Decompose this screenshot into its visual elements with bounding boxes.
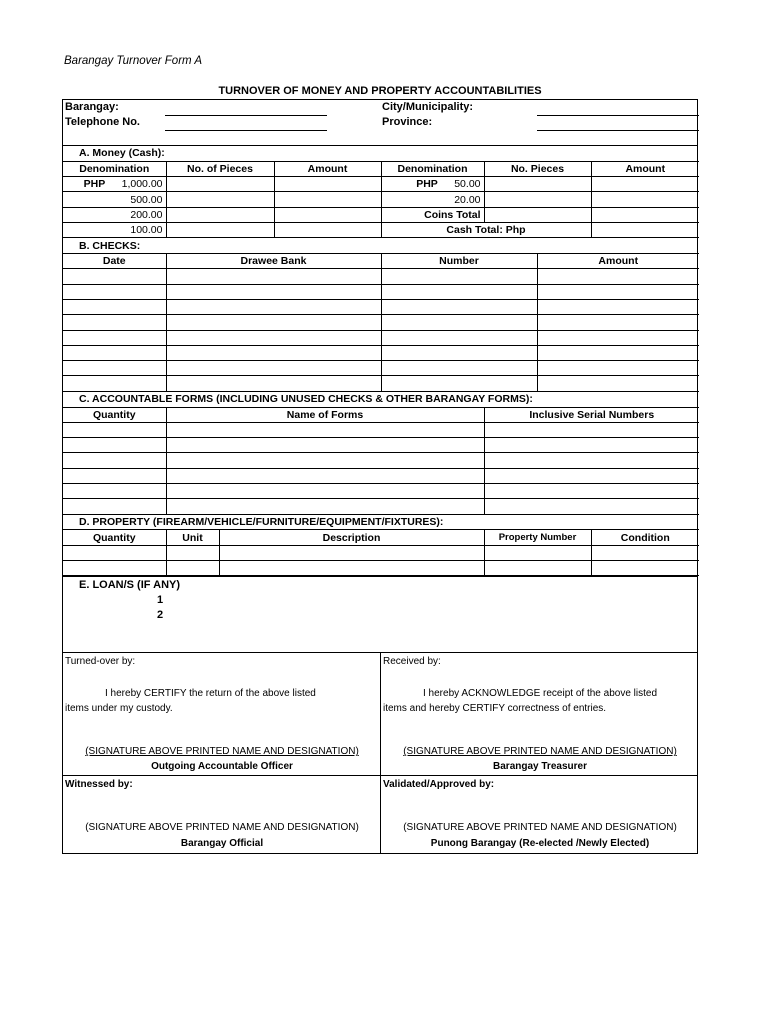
currency-label: PHP: [83, 178, 106, 191]
form-label: Barangay Turnover Form A: [64, 55, 203, 67]
money-table: [63, 146, 699, 238]
entry-cell[interactable]: [166, 484, 484, 499]
received-statement: I hereby ACKNOWLEDGE receipt of the above listed items and hereby CERTIFY correctness of entries.: [383, 688, 657, 715]
money-header-row: [63, 161, 699, 176]
pieces-cell[interactable]: [484, 192, 591, 207]
entry-cell[interactable]: [537, 284, 699, 299]
amount-cell[interactable]: [274, 192, 381, 207]
amount-cell[interactable]: [274, 177, 381, 192]
table-row: [63, 330, 699, 345]
cash-total-label: Cash Total: Php: [381, 222, 591, 237]
entry-cell[interactable]: [63, 345, 166, 360]
entry-cell[interactable]: [166, 422, 484, 437]
signature-row-2: [63, 775, 697, 853]
outgoing-officer-role: Outgoing Accountable Officer: [151, 761, 293, 773]
denomination-cell: 100.00: [63, 222, 166, 237]
entry-cell[interactable]: [219, 561, 484, 576]
money-section-title: A. Money (Cash):: [63, 146, 699, 161]
forms-section-title: C. ACCOUNTABLE FORMS (INCLUDING UNUSED CHECKS & OTHER BARANGAY FORMS):: [63, 392, 699, 407]
table-row: [63, 545, 699, 560]
table-row: [63, 499, 699, 514]
pieces-cell[interactable]: [166, 192, 274, 207]
entry-cell[interactable]: [166, 561, 219, 576]
entry-cell[interactable]: [166, 269, 381, 284]
entry-cell[interactable]: [537, 299, 699, 314]
telephone-label: Telephone No.: [65, 116, 140, 128]
barangay-label: Barangay:: [65, 101, 119, 113]
col-quantity: Quantity: [63, 530, 166, 545]
table-row: [63, 222, 699, 237]
entry-cell[interactable]: [166, 315, 381, 330]
entry-cell[interactable]: [219, 545, 484, 560]
table-row: [63, 207, 699, 222]
cash-total-cell[interactable]: [591, 222, 699, 237]
entry-cell[interactable]: [166, 438, 484, 453]
col-serial-numbers: Inclusive Serial Numbers: [484, 407, 699, 422]
city-field[interactable]: [537, 115, 699, 116]
entry-cell[interactable]: [591, 545, 699, 560]
received-block: [381, 653, 699, 775]
entry-cell[interactable]: [484, 561, 591, 576]
entry-cell[interactable]: [537, 330, 699, 345]
col-name-of-forms: Name of Forms: [166, 407, 484, 422]
col-quantity: Quantity: [63, 407, 166, 422]
entry-cell[interactable]: [166, 468, 484, 483]
property-body: [63, 545, 699, 576]
loans-section-title: E. LOAN/S (IF ANY): [79, 579, 181, 592]
col-amount: Amount: [274, 161, 381, 176]
entry-cell[interactable]: [166, 499, 484, 514]
checks-section-row: [63, 238, 699, 253]
property-table: [63, 515, 699, 577]
province-label: Province:: [382, 116, 433, 128]
table-row: [63, 453, 699, 468]
witnessed-label: Witnessed by:: [65, 779, 133, 791]
col-amount-2: Amount: [591, 161, 699, 176]
entry-cell[interactable]: [166, 361, 381, 376]
forms-table: [63, 392, 699, 515]
signature-caption[interactable]: (SIGNATURE ABOVE PRINTED NAME AND DESIGNATION): [85, 822, 359, 834]
signature-row-1: [63, 652, 697, 775]
entry-cell[interactable]: [381, 330, 537, 345]
entry-cell[interactable]: [484, 545, 591, 560]
checks-section-title: B. CHECKS:: [63, 238, 699, 253]
entry-cell[interactable]: [166, 545, 219, 560]
entry-cell[interactable]: [381, 376, 537, 391]
table-row: [63, 422, 699, 437]
forms-body: [63, 422, 699, 514]
coins-total-label: Coins Total: [381, 207, 484, 222]
denomination-cell: 20.00: [381, 192, 484, 207]
table-row: [63, 269, 699, 284]
entry-cell[interactable]: [63, 545, 166, 560]
table-row: [63, 468, 699, 483]
barangay-official-role: Barangay Official: [180, 838, 264, 850]
entry-cell[interactable]: [63, 438, 166, 453]
entry-cell[interactable]: [63, 361, 166, 376]
entry-cell[interactable]: [166, 345, 381, 360]
table-row: [63, 192, 699, 207]
entry-cell[interactable]: [381, 269, 537, 284]
amount-cell[interactable]: [274, 222, 381, 237]
received-label: Received by:: [383, 656, 441, 668]
currency-label: PHP: [416, 178, 438, 191]
forms-header-row: [63, 407, 699, 422]
table-row: [63, 345, 699, 360]
denomination-cell: PHP 1,000.00: [63, 177, 166, 192]
table-row: [63, 361, 699, 376]
table-row: [63, 299, 699, 314]
entry-cell[interactable]: [537, 269, 699, 284]
entry-cell[interactable]: [537, 315, 699, 330]
turned-over-statement: I hereby CERTIFY the return of the above listed items under my custody.: [65, 688, 316, 715]
entry-cell[interactable]: [381, 315, 537, 330]
col-no-pieces: No. Pieces: [484, 161, 591, 176]
entry-cell[interactable]: [537, 361, 699, 376]
table-row: [63, 438, 699, 453]
entry-cell[interactable]: [381, 299, 537, 314]
col-unit: Unit: [166, 530, 219, 545]
pieces-cell[interactable]: [166, 222, 274, 237]
entry-cell[interactable]: [63, 315, 166, 330]
table-row: [63, 484, 699, 499]
loan-item-1[interactable]: 1: [157, 594, 164, 607]
col-drawee-bank: Drawee Bank: [166, 254, 381, 269]
entry-cell[interactable]: [63, 499, 166, 514]
entry-cell[interactable]: [63, 330, 166, 345]
property-section-row: [63, 515, 699, 530]
punong-barangay-role: Punong Barangay (Re-elected /Newly Elected): [430, 838, 650, 850]
col-number: Number: [381, 254, 537, 269]
entry-cell[interactable]: [166, 453, 484, 468]
validated-label: Validated/Approved by:: [383, 779, 495, 791]
turned-over-label: Turned-over by:: [65, 656, 136, 668]
col-date: Date: [63, 254, 166, 269]
table-row: [63, 561, 699, 576]
entry-cell[interactable]: [484, 468, 699, 483]
property-section-title: D. PROPERTY (FIREARM/VEHICLE/FURNITURE/EQUIPMENT/FIXTURES):: [63, 515, 699, 530]
entry-cell[interactable]: [63, 453, 166, 468]
entry-cell[interactable]: [166, 299, 381, 314]
signature-caption[interactable]: (SIGNATURE ABOVE PRINTED NAME AND DESIGNATION): [85, 746, 359, 758]
witnessed-block: [63, 776, 381, 853]
table-row: [63, 376, 699, 391]
amount-cell[interactable]: [274, 207, 381, 222]
loan-item-2[interactable]: 2: [157, 609, 164, 622]
amount-cell[interactable]: [591, 177, 699, 192]
entry-cell[interactable]: [591, 561, 699, 576]
checks-header-row: [63, 254, 699, 269]
barangay-field[interactable]: [165, 115, 327, 116]
property-header-row: [63, 530, 699, 545]
loans-block: [63, 576, 697, 652]
entry-cell[interactable]: [63, 484, 166, 499]
amount-cell[interactable]: [591, 192, 699, 207]
header-block: [63, 100, 697, 146]
col-denomination-2: Denomination: [381, 161, 484, 176]
form-title: TURNOVER OF MONEY AND PROPERTY ACCOUNTABILITIES: [218, 85, 542, 97]
turnover-form: [62, 99, 698, 854]
entry-cell[interactable]: [63, 561, 166, 576]
col-check-amount: Amount: [537, 254, 699, 269]
col-denomination: Denomination: [63, 161, 166, 176]
entry-cell[interactable]: [537, 376, 699, 391]
checks-table: [63, 238, 699, 391]
entry-cell[interactable]: [537, 345, 699, 360]
denomination-cell: 500.00: [63, 192, 166, 207]
col-description: Description: [219, 530, 484, 545]
denomination-cell: PHP 50.00: [381, 177, 484, 192]
entry-cell[interactable]: [166, 376, 381, 391]
entry-cell[interactable]: [63, 422, 166, 437]
col-condition: Condition: [591, 530, 699, 545]
pieces-cell[interactable]: [166, 207, 274, 222]
signature-caption[interactable]: (SIGNATURE ABOVE PRINTED NAME AND DESIGNATION): [403, 746, 677, 758]
entry-cell[interactable]: [166, 330, 381, 345]
forms-section-row: [63, 392, 699, 407]
telephone-field[interactable]: [165, 130, 327, 131]
entry-cell[interactable]: [63, 299, 166, 314]
treasurer-role: Barangay Treasurer: [493, 761, 587, 773]
entry-cell[interactable]: [484, 484, 699, 499]
entry-cell[interactable]: [63, 468, 166, 483]
pieces-cell[interactable]: [484, 177, 591, 192]
entry-cell[interactable]: [63, 376, 166, 391]
col-property-number: Property Number: [484, 530, 591, 545]
city-label: City/Municipality:: [382, 101, 474, 113]
entry-cell[interactable]: [484, 438, 699, 453]
checks-body: [63, 269, 699, 391]
signature-caption[interactable]: (SIGNATURE ABOVE PRINTED NAME AND DESIGNATION): [403, 822, 677, 834]
entry-cell[interactable]: [63, 284, 166, 299]
turned-over-block: [63, 653, 381, 775]
entry-cell[interactable]: [166, 284, 381, 299]
province-field[interactable]: [537, 130, 699, 131]
pieces-cell[interactable]: [484, 207, 591, 222]
entry-cell[interactable]: [484, 499, 699, 514]
money-section-row: [63, 146, 699, 161]
table-row: [63, 315, 699, 330]
denomination-cell: 200.00: [63, 207, 166, 222]
entry-cell[interactable]: [381, 284, 537, 299]
entry-cell[interactable]: [381, 345, 537, 360]
table-row: [63, 284, 699, 299]
table-row: [63, 177, 699, 192]
entry-cell[interactable]: [484, 422, 699, 437]
col-no-of-pieces: No. of Pieces: [166, 161, 274, 176]
entry-cell[interactable]: [381, 361, 537, 376]
entry-cell[interactable]: [63, 269, 166, 284]
validated-block: [381, 776, 699, 853]
entry-cell[interactable]: [484, 453, 699, 468]
pieces-cell[interactable]: [166, 177, 274, 192]
amount-cell[interactable]: [591, 207, 699, 222]
